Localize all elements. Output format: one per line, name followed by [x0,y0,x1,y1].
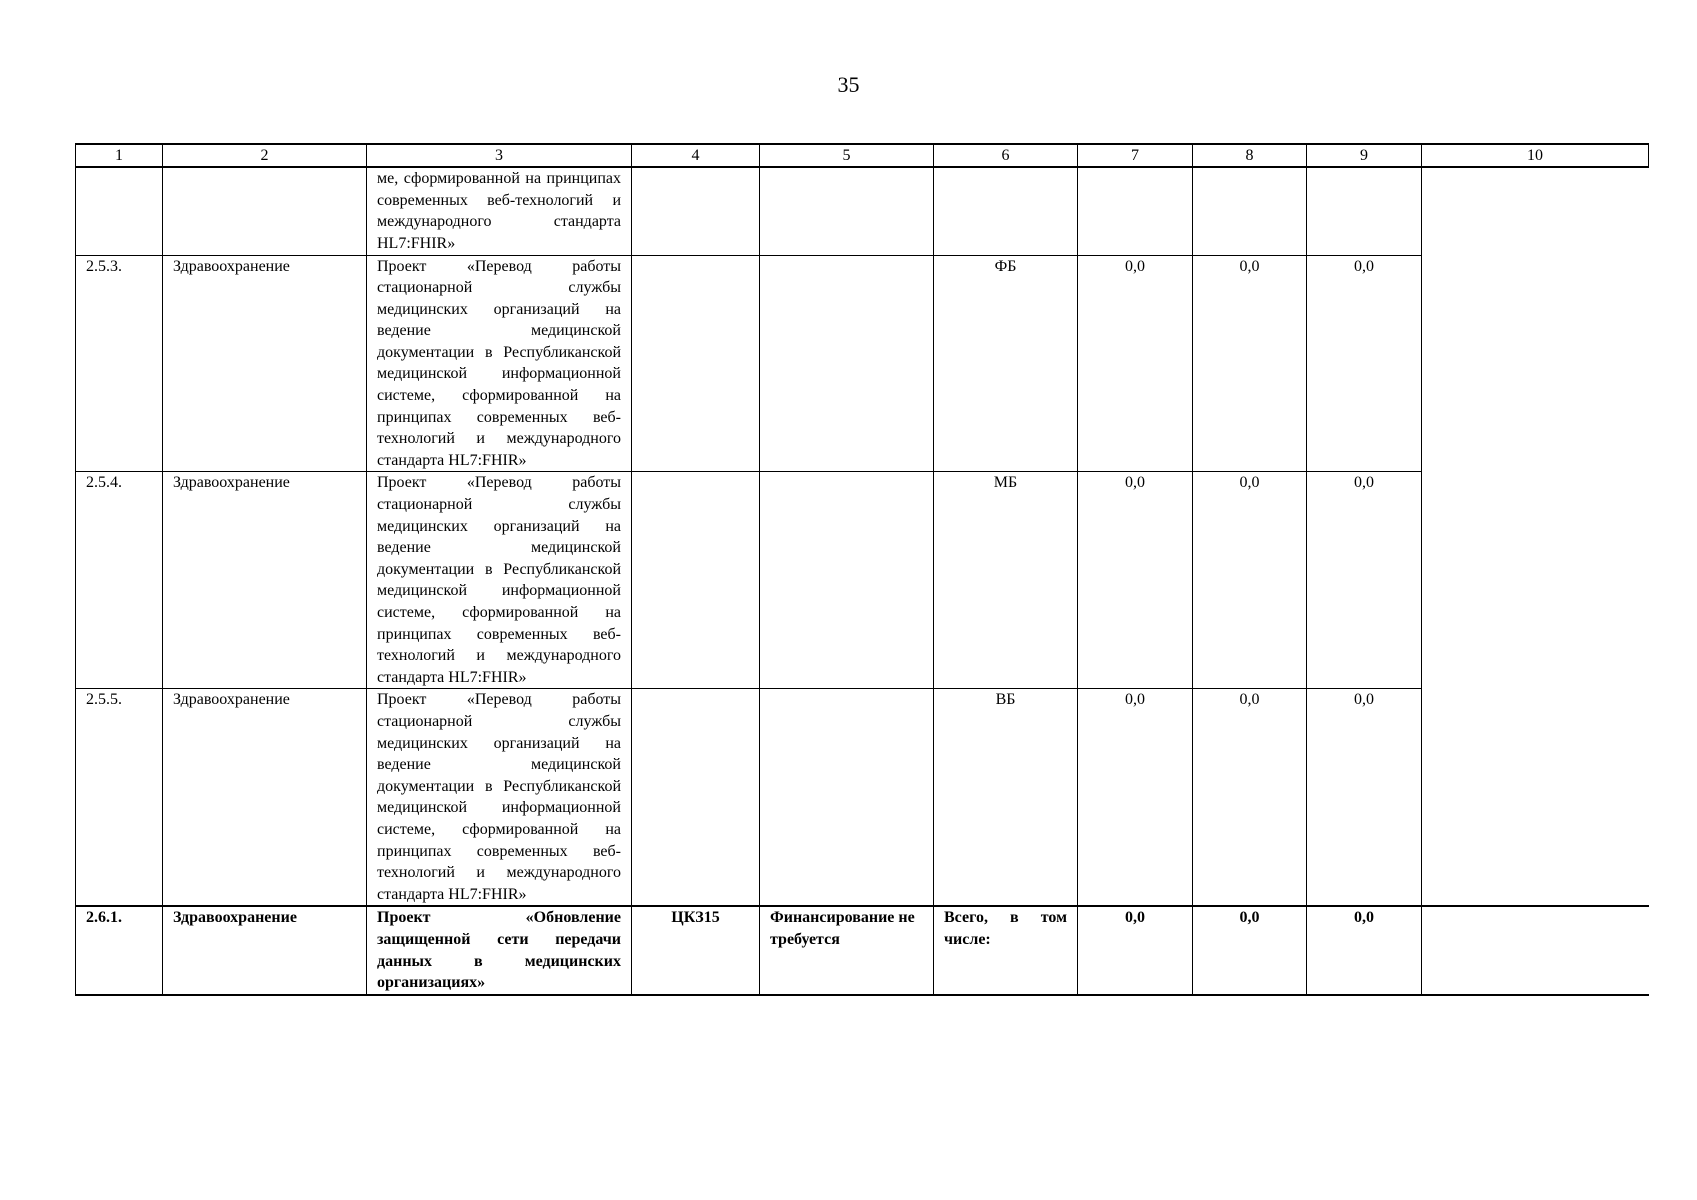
cell-code [632,255,760,472]
cell-value-8: 0,0 [1193,255,1307,472]
cell-code [632,472,760,689]
cell-c2 [163,167,367,255]
program-table [75,143,1649,996]
cell-budget-source: Всего, в том числе: [934,906,1078,994]
cell-financing-note [760,472,934,689]
column-header-4: 4 [632,144,760,167]
cell-sector: Здравоохранение [163,255,367,472]
cell-value-9: 0,0 [1307,906,1422,994]
cell-value-9: 0,0 [1307,472,1422,689]
cell-value-7: 0,0 [1078,472,1193,689]
cell-row-number: 2.5.3. [76,255,163,472]
cell-sector: Здравоохранение [163,906,367,994]
column-header-3: 3 [367,144,632,167]
column-header-10: 10 [1422,144,1649,167]
cell-c9 [1307,167,1422,255]
cell-budget-source: МБ [934,472,1078,689]
cell-financing-note: Финансирование не требуется [760,906,934,994]
cell-project-name: Проект «Перевод работы стационарной службы медицинских организаций на ведение медицинской документации в Республиканской медицинской информационной системе, сформированной на принципах современных веб-технологий и международного стандарта HL7:FHIR» [367,255,632,472]
page-number: 35 [837,72,860,97]
cell-project-name: ме, сформированной на принципах современных веб-технологий и международного стандарта HL7:FHIR» [367,167,632,255]
cell-financing-note [760,255,934,472]
cell-value-7: 0,0 [1078,906,1193,994]
cell-value-8: 0,0 [1193,906,1307,994]
cell-value-8: 0,0 [1193,689,1307,906]
cell-value-7: 0,0 [1078,255,1193,472]
cell-value-9: 0,0 [1307,255,1422,472]
table-row [76,255,1649,472]
table-row [76,689,1649,906]
cell-c6 [934,167,1078,255]
cell-sector: Здравоохранение [163,472,367,689]
column-header-2: 2 [163,144,367,167]
cell-budget-source: ФБ [934,255,1078,472]
cell-value-9: 0,0 [1307,689,1422,906]
cell-row-number: 2.6.1. [76,906,163,994]
column-header-8: 8 [1193,144,1307,167]
cell-code [632,689,760,906]
cell-c5 [760,167,934,255]
cell-c8 [1193,167,1307,255]
table-row-continuation [76,167,1649,255]
cell-project-name: Проект «Обновление защищенной сети передачи данных в медицинских организациях» [367,906,632,994]
column-header-5: 5 [760,144,934,167]
cell-sector: Здравоохранение [163,689,367,906]
cell-value-8: 0,0 [1193,472,1307,689]
cell-row-number: 2.5.5. [76,689,163,906]
column-header-7: 7 [1078,144,1193,167]
cell-c4 [632,167,760,255]
cell-c7 [1078,167,1193,255]
column-header-9: 9 [1307,144,1422,167]
cell-c10-merged [1422,167,1649,906]
cell-c10 [1422,906,1649,994]
cell-financing-note [760,689,934,906]
cell-value-7: 0,0 [1078,689,1193,906]
table-row-summary [76,906,1649,994]
table-header [76,144,1649,167]
cell-budget-source: ВБ [934,689,1078,906]
column-header-6: 6 [934,144,1078,167]
cell-project-name: Проект «Перевод работы стационарной службы медицинских организаций на ведение медицинской документации в Республиканской медицинской информационной системе, сформированной на принципах современных веб-технологий и международного стандарта HL7:FHIR» [367,689,632,906]
cell-project-name: Проект «Перевод работы стационарной службы медицинских организаций на ведение медицинской документации в Республиканской медицинской информационной системе, сформированной на принципах современных веб-технологий и международного стандарта HL7:FHIR» [367,472,632,689]
cell-row-number: 2.5.4. [76,472,163,689]
header-row [76,144,1649,167]
cell-code: ЦКЗ15 [632,906,760,994]
table-row [76,472,1649,689]
table-body [76,167,1649,995]
cell-c1 [76,167,163,255]
column-header-1: 1 [76,144,163,167]
